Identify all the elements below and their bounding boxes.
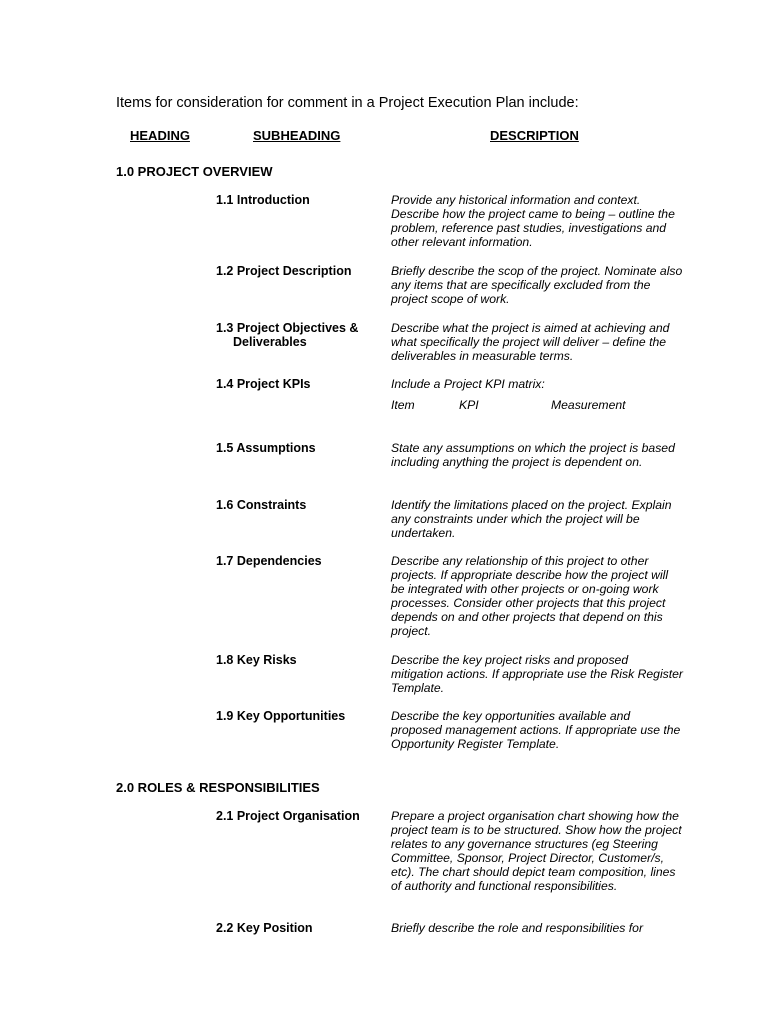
kpi-matrix-item: Item (391, 398, 415, 412)
description-project-kpis: Include a Project KPI matrix: (391, 377, 545, 391)
description-project-organisation: Prepare a project organisation chart showing how the project team is to be structured. Show how the project relates to any governance structures (eg Steering Committee, Sponsor, Project Director, Customer/s, etc). The chart should depict team composition, lines of authority and functional responsibilities. (391, 809, 682, 893)
description-objectives-deliverables: Describe what the project is aimed at achieving and what specifically the project will deliver – define the deliverables in measurable terms. (391, 321, 670, 363)
subheading-project-kpis: 1.4 Project KPIs (216, 377, 311, 391)
description-key-opportunities: Describe the key opportunities available and proposed management actions. If appropriate use the Opportunity Register Template. (391, 709, 681, 751)
description-introduction: Provide any historical information and context. Describe how the project came to being – outline the problem, reference past studies, investigations and other relevant information. (391, 193, 675, 249)
subheading-key-position: 2.2 Key Position (216, 921, 313, 935)
subheading-key-opportunities: 1.9 Key Opportunities (216, 709, 346, 723)
subheading-project-organisation: 2.1 Project Organisation (216, 809, 360, 823)
subheading-objectives-line2: Deliverables (233, 335, 307, 349)
subheading-objectives-line1: 1.3 Project Objectives & (216, 321, 359, 335)
column-header-subheading: SUBHEADING (253, 128, 341, 143)
subheading-project-description: 1.2 Project Description (216, 264, 352, 278)
kpi-matrix-measurement: Measurement (551, 398, 626, 412)
description-constraints: Identify the limitations placed on the project. Explain any constraints under which the project will be undertaken. (391, 498, 672, 540)
description-key-position: Briefly describe the role and responsibilities for (391, 921, 643, 935)
subheading-constraints: 1.6 Constraints (216, 498, 307, 512)
column-header-description: DESCRIPTION (490, 128, 579, 143)
subheading-assumptions: 1.5 Assumptions (216, 441, 316, 455)
subheading-key-risks: 1.8 Key Risks (216, 653, 297, 667)
subheading-introduction: 1.1 Introduction (216, 193, 310, 207)
subheading-objectives-deliverables (216, 321, 376, 349)
section-title-roles-responsibilities: 2.0 ROLES & RESPONSIBILITIES (116, 780, 320, 795)
description-key-risks: Describe the key project risks and proposed mitigation actions. If appropriate use the Risk Register Template. (391, 653, 683, 695)
description-assumptions: State any assumptions on which the project is based including anything the project is dependent on. (391, 441, 675, 469)
column-header-heading: HEADING (130, 128, 190, 143)
subheading-dependencies: 1.7 Dependencies (216, 554, 322, 568)
description-dependencies: Describe any relationship of this project to other projects. If appropriate describe how the project will be integrated with other projects or on-going work processes. Consider other projects that this project depends on and other projects that depend on this project. (391, 554, 669, 638)
kpi-matrix-kpi: KPI (459, 398, 479, 412)
intro-text: Items for consideration for comment in a Project Execution Plan include: (116, 95, 579, 111)
description-project-description: Briefly describe the scop of the project. Nominate also any items that are specifically excluded from the project scope of work. (391, 264, 683, 306)
section-title-project-overview: 1.0 PROJECT OVERVIEW (116, 164, 273, 179)
